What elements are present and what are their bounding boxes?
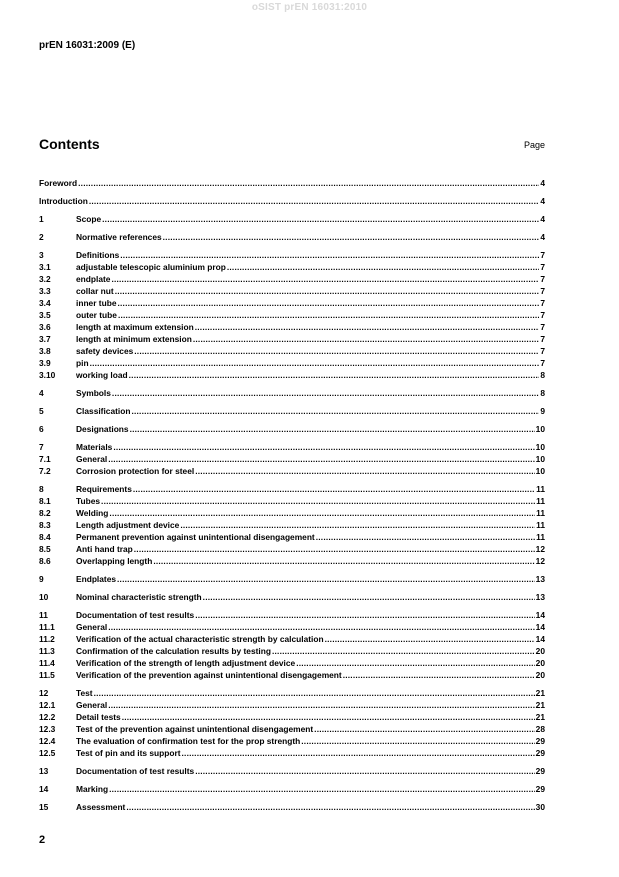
toc-leader-dots	[108, 700, 534, 710]
toc-leader-dots	[109, 784, 535, 794]
toc-entry[interactable]	[39, 644, 545, 656]
toc-entry-title: Confirmation of the calculation results by testing	[76, 646, 271, 656]
toc-leader-dots	[108, 454, 534, 464]
toc-entry-page: 29	[535, 784, 545, 794]
toc-leader-dots	[78, 178, 539, 188]
toc-entry-number: 9	[39, 574, 44, 584]
toc-entry[interactable]	[39, 608, 545, 620]
toc-entry-title: Documentation of test results	[76, 766, 195, 776]
toc-entry-page: 21	[535, 712, 545, 722]
toc-leader-dots	[126, 802, 534, 812]
toc-entry[interactable]	[39, 368, 545, 380]
toc-leader-dots	[343, 670, 535, 680]
toc-leader-dots	[117, 298, 539, 308]
toc-entry-page: 11	[536, 520, 545, 530]
toc-entry[interactable]	[39, 572, 545, 584]
toc-leader-dots	[130, 424, 535, 434]
toc-entry-title: Requirements	[76, 484, 132, 494]
toc-leader-dots	[89, 196, 539, 206]
toc-leader-dots	[134, 544, 535, 554]
toc-entry-title: Classification	[76, 406, 131, 416]
toc-entry-number: 3.5	[39, 310, 51, 320]
toc-entry[interactable]	[39, 800, 545, 812]
toc-entry-title: Welding	[76, 508, 109, 518]
toc-entry[interactable]	[39, 452, 545, 464]
toc-entry-page: 14	[535, 622, 545, 632]
toc-entry-number: 3.6	[39, 322, 51, 332]
toc-leader-dots	[180, 520, 535, 530]
toc-entry-number: 8.2	[39, 508, 51, 518]
toc-leader-dots	[325, 634, 535, 644]
toc-leader-dots	[195, 322, 540, 332]
toc-entry[interactable]	[39, 356, 545, 368]
toc-entry-title: Definitions	[76, 250, 120, 260]
toc-entry-page: 7	[540, 334, 545, 344]
toc-entry[interactable]	[39, 194, 545, 206]
toc-entry-title: General	[76, 700, 108, 710]
toc-entry-number: 3.9	[39, 358, 51, 368]
toc-entry-page: 11	[536, 496, 545, 506]
toc-entry-number: 14	[39, 784, 49, 794]
toc-entry[interactable]	[39, 464, 545, 476]
toc-entry-title: adjustable telescopic aluminium prop	[76, 262, 226, 272]
toc-entry-page: 8	[540, 370, 545, 380]
toc-entry-number: 3.8	[39, 346, 51, 356]
toc-leader-dots	[101, 496, 535, 506]
page-column-label: Page	[523, 140, 545, 150]
toc-entry-title: length at maximum extension	[76, 322, 194, 332]
toc-entry-page: 7	[540, 250, 545, 260]
toc-entry-number: 11.4	[39, 658, 55, 668]
toc-leader-dots	[195, 610, 534, 620]
toc-entry[interactable]	[39, 668, 545, 680]
toc-entry-title: working load	[76, 370, 128, 380]
toc-entry-page: 10	[535, 424, 545, 434]
toc-entry-page: 4	[540, 232, 545, 242]
toc-leader-dots	[109, 508, 535, 518]
toc-entry[interactable]	[39, 656, 545, 668]
toc-entry-title: Overlapping length	[76, 556, 153, 566]
toc-leader-dots	[131, 406, 539, 416]
toc-entry-number: 12.2	[39, 712, 56, 722]
toc-entry-page: 7	[540, 346, 545, 356]
toc-entry-title: General	[76, 454, 108, 464]
toc-entry[interactable]	[39, 272, 545, 284]
watermark: oSIST prEN 16031:2010	[251, 2, 368, 13]
toc-entry[interactable]	[39, 296, 545, 308]
toc-entry-number: 11	[39, 610, 48, 620]
toc-entry-page: 4	[540, 214, 545, 224]
toc-entry[interactable]	[39, 248, 545, 260]
toc-entry-page: 21	[535, 700, 545, 710]
toc-entry-page: 28	[535, 724, 545, 734]
toc-entry-title: Test	[76, 688, 93, 698]
toc-entry-page: 4	[540, 178, 545, 188]
toc-leader-dots	[94, 688, 535, 698]
toc-entry-number: 3.3	[39, 286, 51, 296]
toc-entry-page: 13	[535, 574, 545, 584]
toc-leader-dots	[193, 334, 539, 344]
toc-entry[interactable]	[39, 212, 545, 224]
toc-entry[interactable]	[39, 440, 545, 452]
toc-entry-page: 7	[540, 274, 545, 284]
toc-leader-dots	[90, 358, 540, 368]
toc-entry-number: 3	[39, 250, 44, 260]
toc-entry[interactable]	[39, 308, 545, 320]
toc-leader-dots	[118, 310, 539, 320]
toc-entry-number: 11.5	[39, 670, 55, 680]
toc-entry-title: Corrosion protection for steel	[76, 466, 195, 476]
toc-entry-number: 12.4	[39, 736, 56, 746]
toc-entry-title: collar nut	[76, 286, 114, 296]
toc-leader-dots	[182, 748, 535, 758]
toc-entry-page: 10	[535, 454, 545, 464]
toc-entry-number: 7.2	[39, 466, 51, 476]
toc-entry-number: 8.3	[39, 520, 51, 530]
toc-entry[interactable]	[39, 686, 545, 698]
toc-entry-number: 6	[39, 424, 44, 434]
toc-entry-number: 8	[39, 484, 44, 494]
toc-entry-number: 8.1	[39, 496, 51, 506]
toc-entry[interactable]	[39, 764, 545, 776]
toc-entry-number: 8.4	[39, 532, 51, 542]
toc-entry-title: General	[76, 622, 108, 632]
toc-entry-page: 9	[540, 406, 545, 416]
toc-leader-dots	[117, 574, 535, 584]
toc-entry-number: 3.7	[39, 334, 51, 344]
toc-entry[interactable]	[39, 482, 545, 494]
toc-entry-number: 12	[39, 688, 49, 698]
toc-entry-page: 21	[535, 688, 545, 698]
toc-entry-number: 12.3	[39, 724, 56, 734]
toc-entry-page: 14	[535, 610, 545, 620]
toc-leader-dots	[203, 592, 535, 602]
toc-entry-title: Nominal characteristic strength	[76, 592, 202, 602]
toc-leader-dots	[112, 388, 539, 398]
toc-leader-dots	[133, 484, 535, 494]
toc-entry-page: 29	[535, 748, 545, 758]
toc-entry-title: Length adjustment device	[76, 520, 180, 530]
toc-leader-dots	[120, 250, 539, 260]
toc-leader-dots	[122, 712, 535, 722]
toc-entry-page: 8	[540, 388, 545, 398]
toc-entry-number: 7	[39, 442, 44, 452]
toc-entry[interactable]	[39, 332, 545, 344]
toc-entry[interactable]	[39, 590, 545, 602]
toc-entry-number: 4	[39, 388, 44, 398]
toc-entry-page: 11	[536, 532, 545, 542]
toc-entry-page: 20	[535, 646, 545, 656]
toc-entry-title: safety devices	[76, 346, 134, 356]
toc-entry-title: Marking	[76, 784, 109, 794]
toc-entry[interactable]	[39, 320, 545, 332]
toc-entry-number: 7.1	[39, 454, 51, 464]
toc-entry[interactable]	[39, 734, 545, 746]
toc-leader-dots	[296, 658, 534, 668]
toc-entry-page: 12	[535, 556, 545, 566]
toc-entry[interactable]	[39, 176, 545, 188]
toc-entry[interactable]	[39, 230, 545, 242]
toc-entry-number: 13	[39, 766, 49, 776]
toc-entry-page: 29	[535, 766, 545, 776]
toc-entry[interactable]	[39, 782, 545, 794]
toc-leader-dots	[108, 622, 534, 632]
toc-leader-dots	[134, 346, 539, 356]
toc-leader-dots	[129, 370, 540, 380]
toc-entry-page: 29	[535, 736, 545, 746]
toc-entry-page: 30	[535, 802, 545, 812]
toc-entry-title: endplate	[76, 274, 111, 284]
toc-entry-page: 7	[540, 358, 545, 368]
toc-entry-title: Tubes	[76, 496, 101, 506]
toc-leader-dots	[113, 442, 534, 452]
toc-entry-page: 20	[535, 670, 545, 680]
toc-leader-dots	[272, 646, 535, 656]
toc-entry[interactable]	[39, 494, 545, 506]
toc-entry-page: 4	[540, 196, 545, 206]
toc-leader-dots	[163, 232, 540, 242]
toc-entry[interactable]	[39, 722, 545, 734]
toc-entry-number: 8.5	[39, 544, 51, 554]
toc-entry-title: Materials	[76, 442, 113, 452]
toc-leader-dots	[314, 724, 535, 734]
toc-entry[interactable]	[39, 260, 545, 272]
toc-entry-title: Documentation of test results	[76, 610, 195, 620]
toc-entry-page: 7	[540, 310, 545, 320]
toc-entry-number: 3.10	[39, 370, 56, 380]
toc-entry[interactable]	[39, 620, 545, 632]
toc-entry-title: Scope	[76, 214, 102, 224]
toc-entry-title: inner tube	[76, 298, 117, 308]
toc-entry-number: 5	[39, 406, 44, 416]
toc-entry-page: 7	[540, 286, 545, 296]
toc-entry-title: length at minimum extension	[76, 334, 192, 344]
toc-entry-page: 7	[540, 298, 545, 308]
toc-entry-number: 8.6	[39, 556, 51, 566]
toc-entry[interactable]	[39, 506, 545, 518]
toc-entry-title: Symbols	[76, 388, 111, 398]
toc-entry[interactable]	[39, 344, 545, 356]
toc-entry-title: outer tube	[76, 310, 117, 320]
toc-entry[interactable]	[39, 404, 545, 416]
toc-entry-title: Endplates	[76, 574, 117, 584]
toc-entry[interactable]	[39, 284, 545, 296]
toc-entry-title: The evaluation of confirmation test for the prop strength	[76, 736, 301, 746]
toc-leader-dots	[195, 466, 534, 476]
toc-entry-title: Permanent prevention against unintentional disengagement	[76, 532, 315, 542]
page-title: Contents	[39, 136, 100, 152]
toc-entry-number: 3.4	[39, 298, 51, 308]
toc-entry-title: Test of pin and its support	[76, 748, 181, 758]
toc-entry-title: Verification of the strength of length adjustment device	[76, 658, 296, 668]
toc-entry-page: 11	[536, 484, 545, 494]
toc-leader-dots	[115, 286, 540, 296]
toc-leader-dots	[195, 766, 534, 776]
toc-leader-dots	[316, 532, 535, 542]
toc-leader-dots	[111, 274, 539, 284]
toc-leader-dots	[102, 214, 539, 224]
toc-entry-number: 11.1	[39, 622, 55, 632]
toc-entry[interactable]	[39, 554, 545, 566]
toc-entry-title: Foreword	[39, 178, 78, 188]
toc-entry-page: 7	[540, 262, 545, 272]
toc-entry[interactable]	[39, 698, 545, 710]
toc-entry-number: 3.1	[39, 262, 51, 272]
toc-entry-page: 12	[535, 544, 545, 554]
toc-entry-title: Detail tests	[76, 712, 121, 722]
toc-entry-title: Normative references	[76, 232, 162, 242]
toc-entry-number: 2	[39, 232, 44, 242]
toc-entry-number: 11.3	[39, 646, 55, 656]
toc-entry-number: 15	[39, 802, 49, 812]
toc-leader-dots	[301, 736, 534, 746]
toc-entry-page: 20	[535, 658, 545, 668]
toc-entry-page: 14	[535, 634, 545, 644]
toc-leader-dots	[227, 262, 539, 272]
toc-entry-number: 12.5	[39, 748, 56, 758]
toc-entry[interactable]	[39, 386, 545, 398]
toc-entry-title: Assessment	[76, 802, 126, 812]
toc-entry[interactable]	[39, 530, 545, 542]
toc-entry-number: 12.1	[39, 700, 56, 710]
toc-entry-page: 10	[535, 466, 545, 476]
toc-entry[interactable]	[39, 710, 545, 722]
toc-entry[interactable]	[39, 746, 545, 758]
toc-entry-page: 13	[535, 592, 545, 602]
toc-entry-title: Verification of the prevention against unintentional disengagement	[76, 670, 342, 680]
toc-entry-number: 3.2	[39, 274, 51, 284]
footer-page-number: 2	[39, 834, 46, 846]
toc-entry-page: 7	[540, 322, 545, 332]
toc-entry[interactable]	[39, 518, 545, 530]
toc-entry-number: 10	[39, 592, 49, 602]
toc-entry-title: Test of the prevention against unintentional disengagement	[76, 724, 314, 734]
toc-leader-dots	[153, 556, 534, 566]
toc-entry-title: Introduction	[39, 196, 88, 206]
toc-entry-title: Anti hand trap	[76, 544, 133, 554]
toc-entry-page: 11	[536, 508, 545, 518]
toc-entry-page: 10	[535, 442, 545, 452]
toc-entry[interactable]	[39, 542, 545, 554]
toc-entry-title: Designations	[76, 424, 129, 434]
document-id: prEN 16031:2009 (E)	[39, 40, 136, 51]
toc-entry[interactable]	[39, 422, 545, 434]
toc-entry-number: 11.2	[39, 634, 55, 644]
toc-entry-title: Verification of the actual characteristic strength by calculation	[76, 634, 324, 644]
toc-entry-title: pin	[76, 358, 89, 368]
toc-entry-number: 1	[39, 214, 44, 224]
toc-entry[interactable]	[39, 632, 545, 644]
